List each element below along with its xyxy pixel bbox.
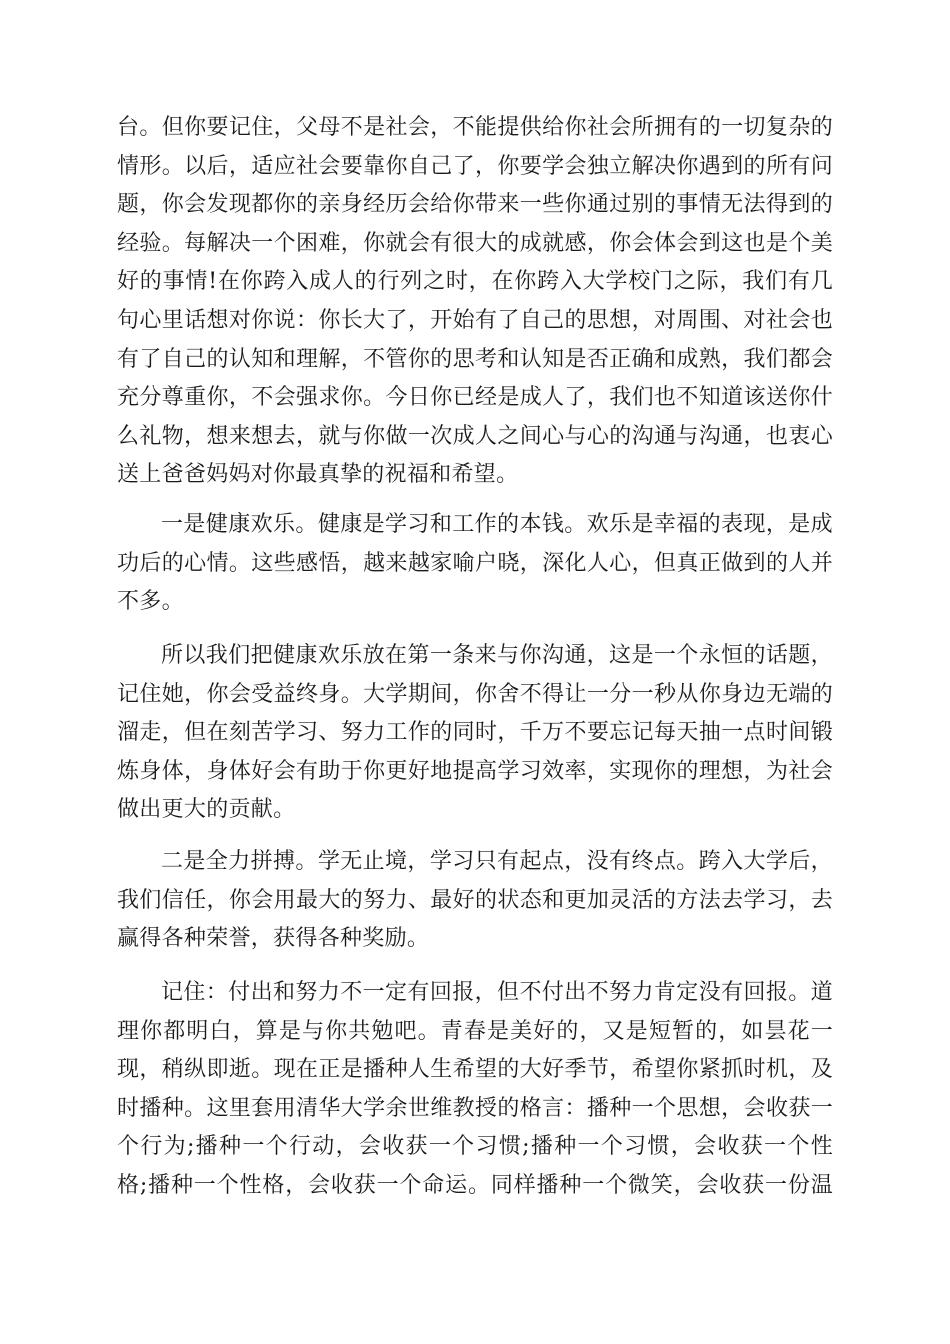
text-line: 记住她，你会受益终身。大学期间，你舍不得让一分一秒从你身边无端的	[117, 681, 833, 707]
text-line: 溜走，但在刻苦学习、努力工作的同时，千万不要忘记每天抽一点时间锻	[117, 720, 833, 746]
text-line: 经验。每解决一个困难，你就会有很大的成就感，你会体会到这也是个美	[117, 230, 833, 256]
text-line: 好的事情!在你跨入成人的行列之时，在你跨入大学校门之际，我们有几	[117, 269, 833, 295]
paragraph-3	[117, 637, 833, 830]
text-line: 句心里话想对你说：你长大了，开始有了自己的思想，对周围、对社会也	[117, 307, 833, 333]
paragraph-4	[117, 843, 833, 959]
text-line: 功后的心情。这些感悟，越来越家喻户晓，深化人心，但真正做到的人并	[117, 550, 833, 576]
text-line: 二是全力拼搏。学无止境，学习只有起点，没有终点。跨入大学后，	[161, 849, 833, 874]
text-line: 个行为;播种一个行动，会收获一个习惯;播种一个习惯，会收获一个性	[117, 1134, 833, 1160]
text-line: 炼身体，身体好会有助于你更好地提高学习效率，实现你的理想，为社会	[117, 758, 833, 784]
text-line: 所以我们把健康欢乐放在第一条来与你沟通，这是一个永恒的话题，	[161, 643, 833, 668]
text-line: 现，稍纵即逝。现在正是播种人生希望的大好季节，希望你紧抓时机，及	[117, 1057, 833, 1083]
paragraph-5	[117, 974, 833, 1206]
text-line: 记住：付出和努力不一定有回报，但不付出不努力肯定没有回报。道	[161, 980, 833, 1005]
text-line: 充分尊重你，不会强求你。今日你已经是成人了，我们也不知道该送你什	[117, 385, 833, 411]
text-line: 理你都明白，算是与你共勉吧。青春是美好的，又是短暂的，如昙花一	[117, 1018, 833, 1044]
text-line: 么礼物，想来想去，就与你做一次成人之间心与心的沟通与沟通，也衷心	[117, 423, 833, 449]
text-line: 做出更大的贡献。	[117, 797, 296, 823]
text-line: 台。但你要记住，父母不是社会，不能提供给你社会所拥有的一切复杂的	[117, 115, 833, 140]
paragraph-1	[117, 109, 833, 495]
text-line: 一是健康欢乐。健康是学习和工作的本钱。欢乐是幸福的表现，是成	[161, 512, 833, 537]
text-line: 题，你会发现都你的亲身经历会给你带来一些你通过别的事情无法得到的	[117, 192, 833, 218]
text-line: 送上爸爸妈妈对你最真挚的祝福和希望。	[117, 462, 519, 488]
text-line: 不多。	[117, 589, 184, 615]
paragraph-2	[117, 506, 833, 622]
text-line: 赢得各种荣誉，获得各种奖励。	[117, 926, 430, 952]
text-line: 有了自己的认知和理解，不管你的思考和认知是否正确和成熟，我们都会	[117, 346, 833, 372]
text-line: 时播种。这里套用清华大学余世维教授的格言：播种一个思想，会收获一	[117, 1095, 833, 1121]
text-line: 我们信任，你会用最大的努力、最好的状态和更加灵活的方法去学习，去	[117, 887, 833, 913]
text-line: 格;播种一个性格，会收获一个命运。同样播种一个微笑，会收获一份温	[117, 1172, 833, 1198]
text-line: 情形。以后，适应社会要靠你自己了，你要学会独立解决你遇到的所有问	[117, 153, 833, 179]
